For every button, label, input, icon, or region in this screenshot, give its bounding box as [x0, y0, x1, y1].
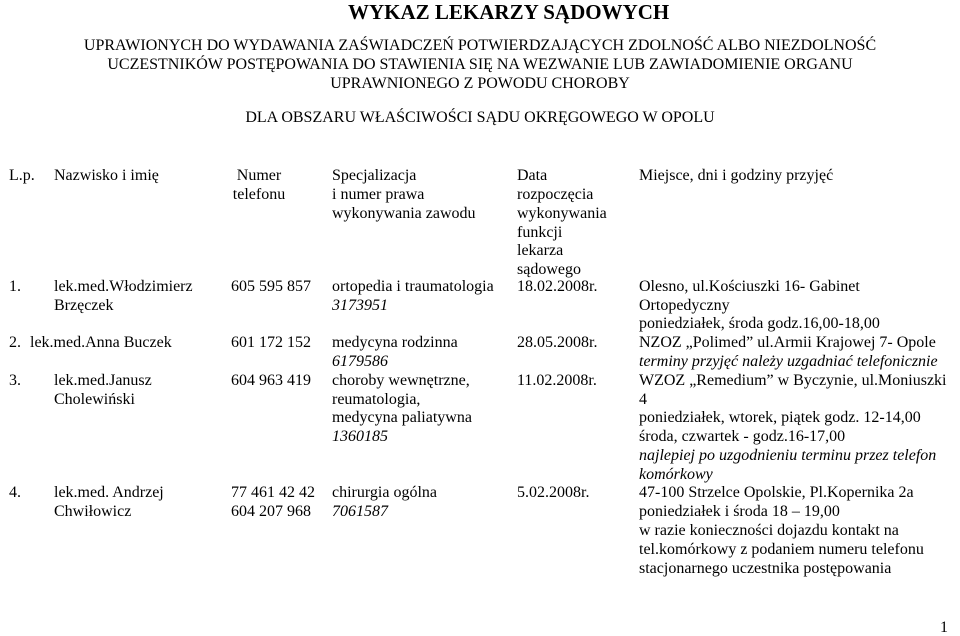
row-2-name: lek.med.Anna Buczek [30, 334, 172, 351]
row-2-license: 6179586 [332, 353, 388, 370]
row-4-place-2: poniedziałek i środa 18 – 19,00 [639, 503, 840, 520]
row-4-name-1: lek.med. Andrzej [54, 484, 164, 501]
header-date-2: rozpoczęcia [517, 186, 594, 203]
row-3-spec-3: medycyna paliatywna [332, 409, 472, 426]
row-2-phone: 601 172 152 [231, 334, 311, 351]
row-1-license: 3173951 [332, 297, 388, 314]
row-2-lp: 2. [9, 334, 21, 351]
header-date-1: Data [517, 167, 548, 184]
row-1-date: 18.02.2008r. [517, 278, 598, 295]
row-1-lp: 1. [9, 278, 21, 295]
row-1-spec: ortopedia i traumatologia [332, 278, 494, 295]
row-3-phone: 604 963 419 [231, 372, 311, 389]
row-3-name-1: lek.med.Janusz [54, 372, 152, 389]
row-2-place-1: NZOZ „Polimed” ul.Armii Krajowej 7- Opole [639, 334, 936, 351]
region-line: DLA OBSZARU WŁAŚCIWOŚCI SĄDU OKRĘGOWEGO W OPOLU [245, 109, 715, 126]
header-date-4: funkcji [517, 224, 563, 241]
header-spec-2: i numer prawa [332, 186, 425, 203]
row-3-place-4: środa, czwartek - godz.16-17,00 [639, 428, 846, 445]
row-2-place-italic-1: terminy przyjęć należy uzgadniać telefonicznie [639, 353, 938, 370]
row-4-phone-1: 77 461 42 42 [231, 484, 315, 501]
row-3-name-2: Cholewiński [54, 391, 135, 408]
row-3-license: 1360185 [332, 428, 388, 445]
row-1-place-1: Olesno, ul.Kościuszki 16- Gabinet [639, 278, 860, 295]
document-title: WYKAZ LEKARZY SĄDOWYCH [348, 0, 670, 24]
subtitle-line-2: UCZESTNIKÓW POSTĘPOWANIA DO STAWIENIA SIĘ NA WEZWANIE LUB ZAWIADOMIENIE ORGANU [107, 56, 853, 73]
subtitle-line-1: UPRAWIONYCH DO WYDAWANIA ZAŚWIADCZEŃ POTWIERDZAJĄCYCH ZDOLNOŚĆ ALBO NIEZDOLNOŚĆ [83, 37, 877, 54]
row-1-phone: 605 595 857 [231, 278, 311, 295]
row-3-date: 11.02.2008r. [517, 372, 597, 389]
row-1-name-1: lek.med.Włodzimierz [54, 278, 193, 295]
row-3-lp: 3. [9, 372, 21, 389]
header-place: Miejsce, dni i godziny przyjęć [639, 167, 834, 184]
row-3-place-italic-2: komórkowy [639, 466, 713, 483]
row-1-place-2: Ortopedyczny [639, 297, 730, 314]
row-4-place-5: stacjonarnego uczestnika postępowania [639, 560, 892, 577]
row-4-place-1: 47-100 Strzelce Opolskie, Pl.Kopernika 2a [639, 484, 914, 501]
row-1-name-2: Brzęczek [54, 297, 114, 314]
page-number: 1 [940, 619, 948, 636]
row-3-place-2: 4 [639, 391, 647, 408]
row-4-license: 7061587 [332, 503, 388, 520]
row-3-place-3: poniedziałek, wtorek, piątek godz. 12-14,00 [639, 409, 921, 426]
row-4-lp: 4. [9, 484, 21, 501]
header-spec-3: wykonywania zawodu [332, 205, 476, 222]
header-phone-1: Numer [236, 167, 282, 184]
header-name: Nazwisko i imię [54, 167, 159, 184]
header-date-5: lekarza [517, 242, 564, 259]
header-lp: L.p. [9, 167, 35, 184]
row-3-place-italic-1: najlepiej po uzgodnieniu terminu przez telefon [639, 447, 937, 464]
row-3-spec-2: reumatologia, [332, 391, 421, 408]
row-4-name-2: Chwiłowicz [54, 503, 132, 520]
row-4-place-3: w razie konieczności dojazdu kontakt na [639, 522, 899, 539]
row-2-spec: medycyna rodzinna [332, 334, 458, 351]
row-1-place-3: poniedziałek, środa godz.16,00-18,00 [639, 315, 880, 332]
row-4-spec: chirurgia ogólna [332, 484, 438, 501]
header-spec-1: Specjalizacja [332, 167, 417, 184]
row-4-place-4: tel.komórkowy z podaniem numeru telefonu [639, 541, 924, 558]
subtitle-line-3: UPRAWNIONEGO Z POWODU CHOROBY [330, 75, 630, 92]
row-3-spec-1: choroby wewnętrzne, [332, 372, 470, 389]
row-4-phone-2: 604 207 968 [231, 503, 311, 520]
row-4-date: 5.02.2008r. [517, 484, 590, 501]
row-3-place-1: WZOZ „Remedium” w Byczynie, ul.Moniuszki [639, 372, 947, 389]
header-date-6: sądowego [517, 261, 581, 278]
header-phone-2: telefonu [232, 186, 286, 203]
header-date-3: wykonywania [517, 205, 607, 222]
row-2-date: 28.05.2008r. [517, 334, 598, 351]
